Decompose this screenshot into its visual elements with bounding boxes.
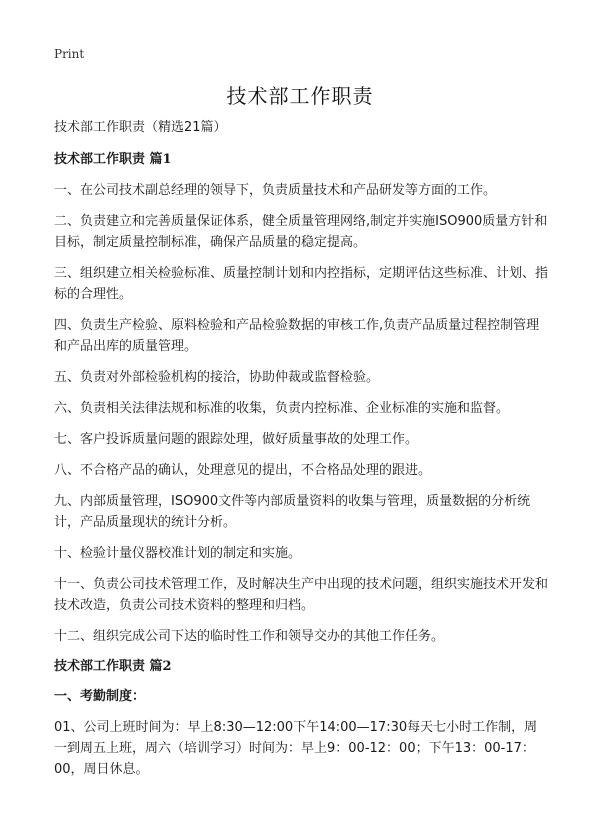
section-heading-2: 技术部工作职责 篇2 [54,659,172,674]
print-label[interactable]: Print [54,47,85,61]
duty-item-5: 五、负责对外部检验机构的接洽，协助仲裁或监督检验。 [54,370,380,385]
document-subtitle: 技术部工作职责（精选21篇） [54,120,227,135]
document-body [54,118,548,790]
duty-item-2: 二、负责建立和完善质量保证体系，健全质量管理网络,制定并实施ISO900质量方针和目标，制定质量控制标准，确保产品质量的稳定提高。 [54,214,548,250]
duty-item-9: 九、内部质量管理，ISO900文件等内部质量资料的收集与管理，质量数据的分析统计，产品质量现状的统计分析。 [54,494,531,530]
duty-item-8: 八、不合格产品的确认，处理意见的提出，不合格品处理的跟进。 [54,463,432,478]
duty-item-6: 六、负责相关法律法规和标准的收集，负责内控标准、企业标准的实施和监督。 [54,401,510,416]
duty-item-4: 四、负责生产检验、原料检验和产品检验数据的审核工作,负责产品质量过程控制管理和产品出库的质量管理。 [54,318,540,354]
section-heading-1: 技术部工作职责 篇1 [54,152,172,167]
duty-item-12: 十二、组织完成公司下达的临时性工作和领导交办的其他工作任务。 [54,629,445,644]
duty-item-3: 三、组织建立相关检验标准、质量控制计划和内控指标，定期评估这些标准、计划、指标的合理性。 [54,266,549,302]
duty-item-11: 十一、负责公司技术管理工作，及时解决生产中出现的技术问题，组织实施技术开发和技术改造，负责公司技术资料的整理和归档。 [54,577,549,613]
attendance-item-1: 01、公司上班时间为：早上8:30—12:00下午14:00—17:30每天七小时工作制，周一到周五上班，周六（培训学习）时间为：早上9：00-12：00；下午13：00-17：00，周日休息。 [54,720,538,777]
duty-item-7: 七、客户投诉质量问题的跟踪处理，做好质量事故的处理工作。 [54,432,419,447]
duty-item-10: 十、检验计量仪器校准计划的制定和实施。 [54,546,302,561]
page-title: 技术部工作职责 [226,84,374,108]
attendance-subheading: 一、考勤制度： [54,689,146,704]
duty-item-1: 一、在公司技术副总经理的领导下，负责质量技术和产品研发等方面的工作。 [54,183,497,198]
